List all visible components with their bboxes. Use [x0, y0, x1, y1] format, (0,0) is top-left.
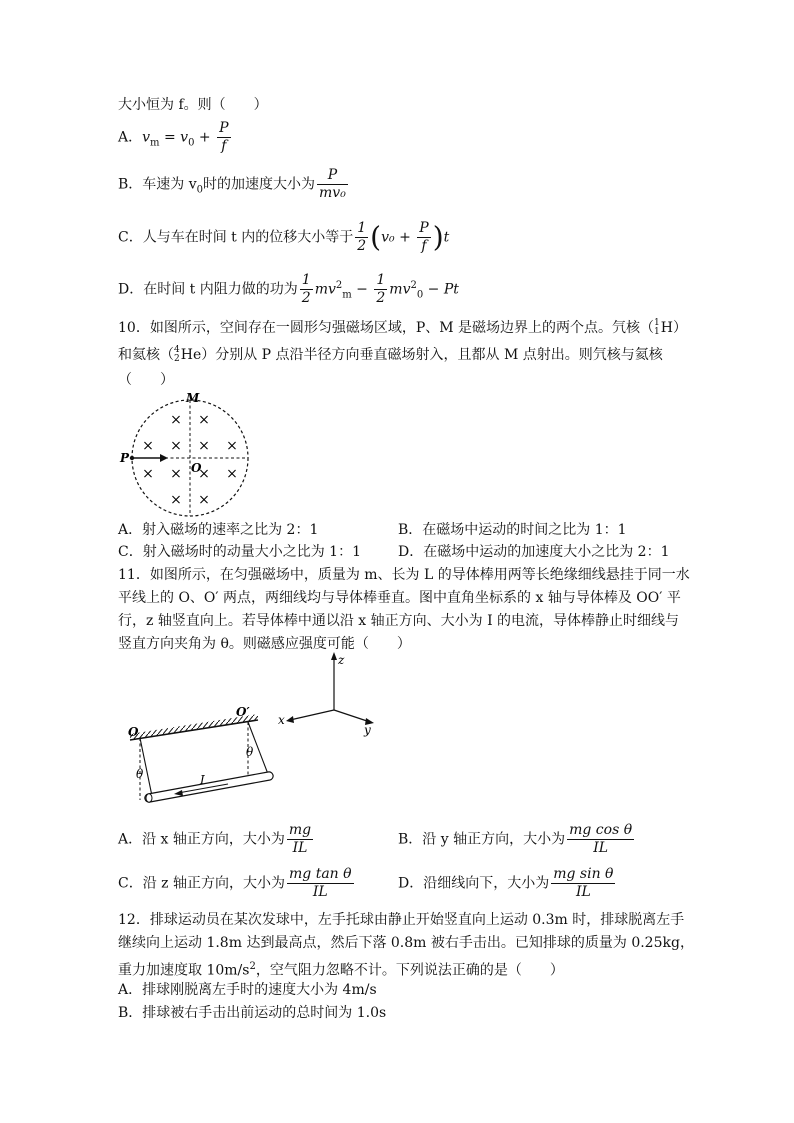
q10-option-a: A．射入磁场的速率之比为 2：1: [118, 522, 319, 538]
q11-label-o-prime: O′: [236, 705, 250, 719]
q11-option-d: D．沿细线向下，大小为 $\frac{\text{mg sin θ}}{IL}$: [398, 866, 614, 900]
q11-stem-line1: 11．如图所示，在匀强磁场中，质量为 m、长为 L 的导体棒用两等长绝缘细线悬挂于同一水: [118, 567, 690, 583]
q11-axis-z: z: [338, 653, 345, 667]
q11-stem-line4: 竖直方向夹角为 θ。则磁感应强度可能（ ）: [118, 636, 411, 652]
q11-conductor-rod-figure: [118, 650, 388, 818]
svg-text:×: ×: [198, 466, 210, 482]
q9-stem-tail: 大小恒为 f。则（ ）: [118, 97, 268, 113]
q11-option-b: B．沿 y 轴正方向，大小为 $\frac{\text{mg cos θ}}{IL}$: [398, 822, 633, 856]
q10-magnetic-field-figure: [118, 390, 268, 518]
q12-stem-line3: 重力加速度取 $10m/s^2$，空气阻力忽略不计。下列说法正确的是（ ）: [118, 961, 564, 979]
q11-option-c: C．沿 z 轴正方向，大小为 $\frac{\text{mg tan θ}}{IL}$: [118, 866, 352, 900]
q12-option-b: B．排球被右手击出前运动的总时间为 1.0s: [118, 1005, 387, 1021]
svg-text:×: ×: [170, 466, 182, 482]
q11-theta-left: θ: [136, 767, 144, 781]
q12-option-a: A．排球刚脱离左手时的速度大小为 4m/s: [118, 982, 377, 998]
q11-theta-right: θ: [246, 745, 254, 759]
q10-stem-line3: （ ）: [118, 372, 174, 388]
svg-text:×: ×: [170, 492, 182, 508]
q10-stem-line2: 和氦核（4 2He）分别从 P 点沿半径方向垂直磁场射入，且都从 M 点射出。则氕核与氦核: [118, 345, 663, 364]
q10-label-o: O: [191, 461, 202, 475]
svg-text:×: ×: [142, 438, 154, 454]
q12-stem-line2: 继续向上运动 1.8m 达到最高点，然后下落 0.8m 被右手击出。已知排球的质量为 0.25kg，: [118, 935, 694, 951]
svg-text:×: ×: [142, 466, 154, 482]
svg-text:×: ×: [198, 412, 210, 428]
q10-option-b: B．在磁场中运动的时间之比为 1：1: [398, 522, 627, 538]
q11-current-label: I: [200, 773, 205, 787]
q11-stem-line3: 行，z 轴竖直向上。若导体棒中通以沿 x 轴正方向、大小为 I 的电流，导体棒静止时细线与: [118, 613, 680, 629]
q11-axis-y: y: [364, 723, 371, 737]
q10-label-p: P: [120, 451, 130, 465]
q9-option-a: A．$v_m = v_0$ + $\frac{P}{f}$: [118, 120, 229, 154]
svg-text:×: ×: [170, 438, 182, 454]
svg-text:×: ×: [198, 438, 210, 454]
svg-text:×: ×: [226, 438, 238, 454]
q10-stem-line1: 10．如图所示，空间存在一圆形匀强磁场区域，P、M 是磁场边界上的两个点。氕核（1 1H）: [118, 318, 687, 337]
q11-option-a: A．沿 x 轴正方向，大小为 $\frac{mg}{IL}$: [118, 822, 312, 856]
svg-text:×: ×: [226, 466, 238, 482]
svg-text:×: ×: [198, 492, 210, 508]
q10-option-c: C．射入磁场时的动量大小之比为 1：1: [118, 544, 361, 560]
q11-axis-x: x: [278, 713, 285, 727]
q9-option-d: D．在时间 t 内阻力做的功为 $\frac{1}{2}$ $mv^2_m$ − $\frac{1}{2}$ $mv^2_0 - Pt$: [118, 272, 459, 306]
q10-option-d: D．在磁场中运动的加速度大小之比为 2：1: [398, 544, 670, 560]
q12-stem-line1: 12．排球运动员在某次发球中，左手托球由静止开始竖直向上运动 0.3m 时，排球脱离左手: [118, 912, 685, 928]
q10-label-m: M: [186, 391, 200, 405]
q11-label-o: O: [128, 725, 139, 739]
q9-b-fraction: $\frac{P}{\text{mv₀}}$: [319, 167, 346, 201]
q11-stem-line2: 平线上的 O、O′ 两点，两细线均与导体棒垂直。图中直角坐标系的 x 轴与导体棒及 OO′ 平: [118, 590, 681, 606]
svg-text:×: ×: [170, 412, 182, 428]
q9-a-fraction: $\frac{P}{f}$: [219, 120, 229, 154]
q9-option-c: C．人与车在时间 t 内的位移大小等于 $\frac{1}{2}$ (v₀ + $\frac{P}{f}$ )t: [118, 220, 450, 254]
q9-option-b: B．车速为 $v_0$时的加速度大小为 $\frac{P}{\text{mv₀}}$: [118, 167, 346, 201]
